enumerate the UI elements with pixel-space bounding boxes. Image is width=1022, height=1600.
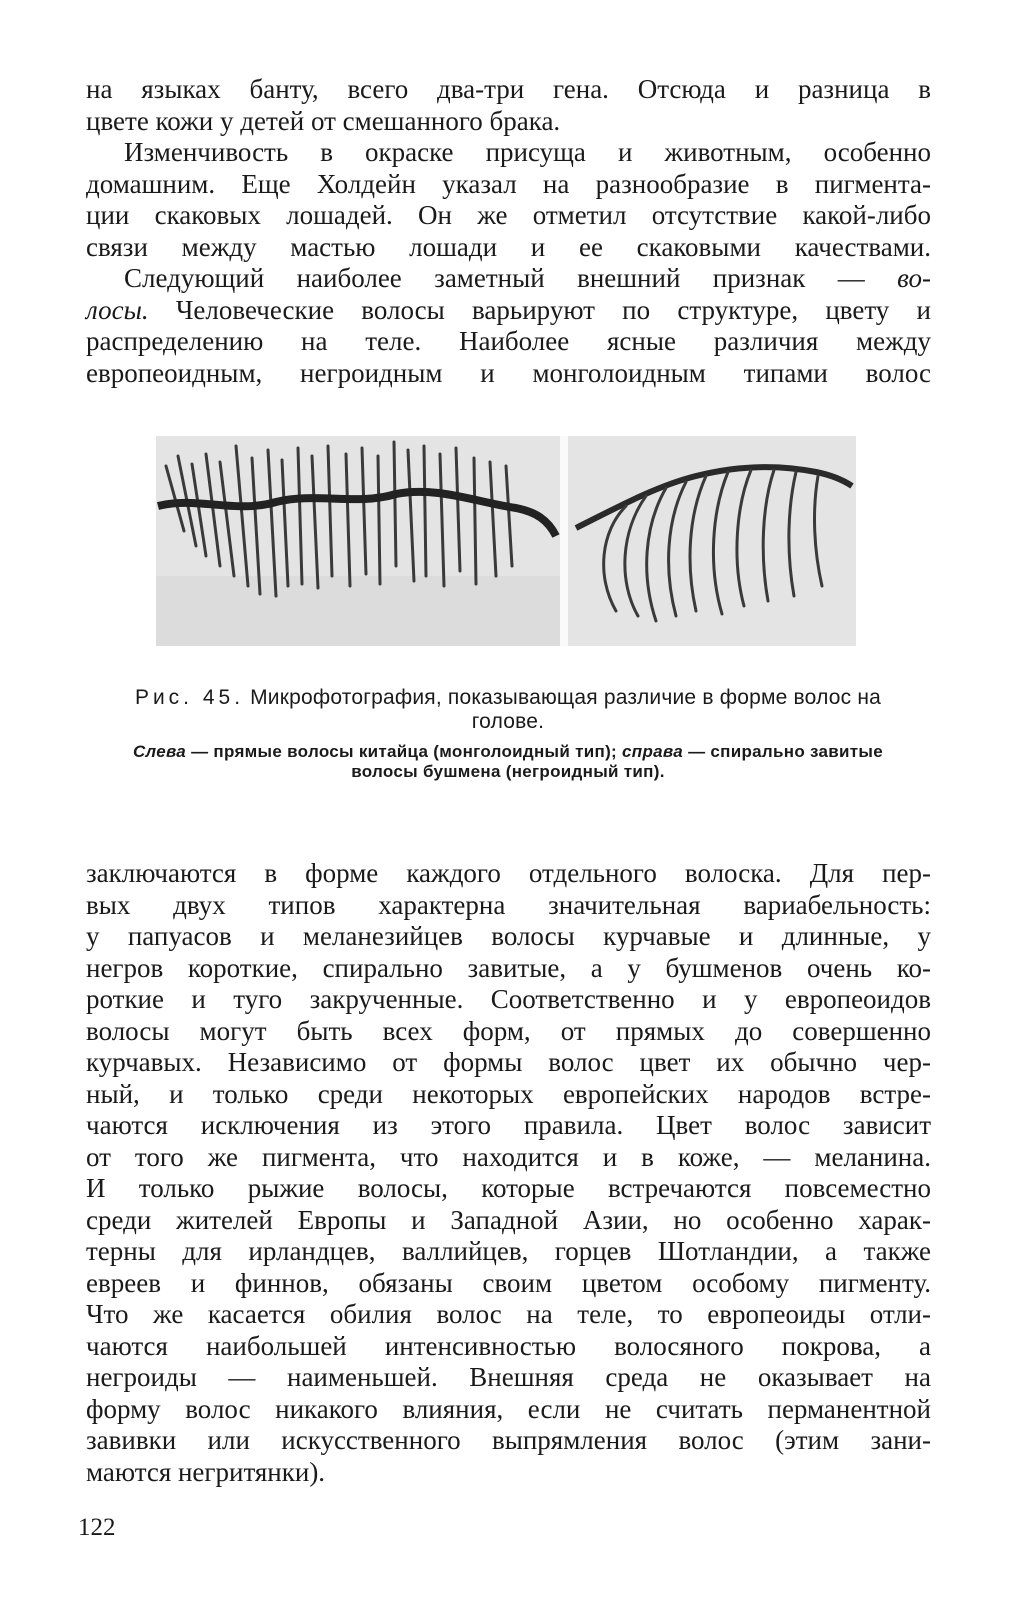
text-line: домашним. Еще Холдейн указал на разнообразие в пигмента-: [86, 168, 931, 199]
italic-term: Слева: [132, 742, 187, 761]
caption-line: [78, 686, 938, 710]
text-line: ный, и только среди некоторых европейских народов встре-: [86, 1078, 931, 1109]
text-line: негроиды — наименьшей. Внешняя среда не оказывает на: [86, 1362, 931, 1392]
text-line: курчавых. Независимо от формы волос цвет их обычно чер-: [86, 1047, 931, 1077]
text-line: чаются исключения из этого правила. Цвет волос зависит: [86, 1110, 931, 1140]
text-line: негров короткие, спирально завитые, а у бушменов очень ко-: [86, 952, 931, 983]
text-line: европеоидным, негроидным и монголоидным типами волос: [86, 357, 931, 388]
figure-caption: [78, 686, 938, 734]
text-line: маются негритянки).: [86, 1456, 326, 1487]
text-line: [86, 263, 931, 295]
top-paragraphs: [86, 74, 931, 389]
text-line: заключаются в форме каждого отдельного волоска. Для пер-: [86, 858, 931, 888]
text-line: терны для ирландцев, валлийцев, горцев Шотландии, а также: [86, 1236, 931, 1266]
text-segment: Человеческие волосы варьируют по структуре, цвету и: [175, 294, 931, 325]
caption-line: волосы бушмена (негроидный тип).: [351, 762, 665, 781]
text-line: цвете кожи у детей от смешанного брака.: [86, 105, 561, 136]
text-line: от того же пигмента, что находится и в коже, — меланина.: [86, 1141, 931, 1172]
text-line: И только рыжие волосы, которые встречаются повсеместно: [86, 1173, 931, 1203]
text-line: распределению на теле. Наиболее ясные различия между: [86, 326, 931, 356]
caption-line: [78, 742, 938, 762]
text-line: чаются наибольшей интенсивностью волосяного покрова, а: [86, 1330, 931, 1361]
caption-line: голове.: [471, 710, 545, 733]
bottom-paragraph: [86, 858, 931, 1488]
text-line: ции скаковых лошадей. Он же отметил отсутствие какой-либо: [86, 200, 931, 230]
text-line: евреев и финнов, обязаны своим цветом особому пигменту.: [86, 1267, 931, 1298]
text-line: среди жителей Европы и Западной Азии, но особенно харак-: [86, 1204, 931, 1235]
text-segment: Следующий наиболее заметный внешний признак —: [124, 263, 865, 293]
italic-term: справа: [622, 742, 684, 761]
italic-term: лосы.: [86, 294, 149, 325]
text-line: вых двух типов характерна значительная вариабельность:: [86, 889, 931, 920]
hair-photo-illustration: [156, 436, 856, 646]
caption-text: — прямые волосы китайца (монголоидный тип);: [191, 742, 618, 761]
figure-label: Рис. 45.: [134, 686, 245, 709]
page-number: 122: [78, 1514, 116, 1541]
text-line: у папуасов и меланезийцев волосы курчавые и длинные, у: [86, 921, 931, 951]
text-line: форму волос никакого влияния, если не считать перманентной: [86, 1393, 931, 1424]
figure-subcaption: [78, 742, 938, 782]
text-line: на языках банту, всего два-три гена. Отсюда и разница в: [86, 74, 931, 104]
text-line: связи между мастью лошади и ее скаковыми качествами.: [86, 231, 931, 262]
text-line: завивки или искусственного выпрямления волос (этим зани-: [86, 1425, 931, 1455]
figure-title: Микрофотография, показывающая различие в форме волос на: [250, 686, 882, 709]
hair-microphotograph: [156, 436, 856, 646]
text-line: волосы могут быть всех форм, от прямых до совершенно: [86, 1015, 931, 1046]
text-line: [86, 295, 931, 327]
text-line: Что же касается обилия волос на теле, то европеоиды отли-: [86, 1299, 931, 1329]
text-line: роткие и туго закрученные. Соответственно и у европеоидов: [86, 984, 931, 1014]
italic-term: во-: [897, 263, 932, 293]
text-line: Изменчивость в окраске присуща и животным, особенно: [124, 137, 931, 167]
caption-text: — спирально завитые: [688, 742, 884, 761]
